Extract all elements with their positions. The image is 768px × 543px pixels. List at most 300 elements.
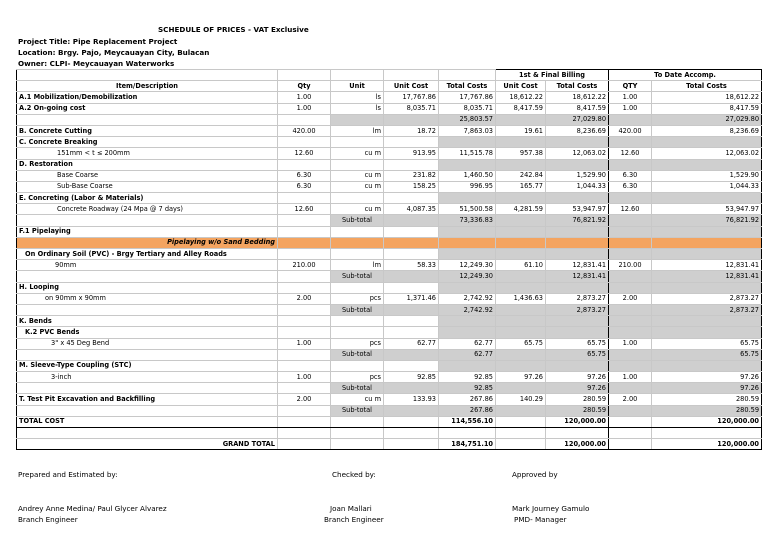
cell	[331, 114, 384, 125]
cell: 913.95	[384, 148, 439, 159]
cell	[546, 428, 609, 439]
cell	[384, 282, 439, 293]
cell: 12,063.02	[652, 148, 762, 159]
cell: 12.60	[278, 204, 331, 215]
col-header: Total Costs	[439, 81, 496, 92]
cell: 114,556.10	[439, 416, 496, 427]
cell: Sub-total	[331, 405, 384, 416]
cell: K. Bends	[17, 316, 278, 327]
cell	[278, 271, 331, 282]
cell	[278, 215, 331, 226]
cell: 1,044.33	[652, 181, 762, 192]
cell	[384, 237, 439, 248]
cell: cu m	[331, 394, 384, 405]
group-billing: 1st & Final Billing	[496, 70, 609, 81]
cell: 12,063.02	[546, 148, 609, 159]
cell: 12,249.30	[439, 260, 496, 271]
table-row	[17, 383, 762, 394]
cell	[278, 159, 331, 170]
cell	[609, 215, 652, 226]
cell: TOTAL COST	[17, 416, 278, 427]
cell	[496, 405, 546, 416]
cell: F.1 Pipelaying	[17, 226, 278, 237]
cell: 92.85	[439, 372, 496, 383]
cell	[439, 137, 496, 148]
table-row	[17, 271, 762, 282]
column-header-row	[17, 81, 762, 92]
cell	[278, 428, 331, 439]
cell	[384, 327, 439, 338]
cell	[652, 428, 762, 439]
col-header: Unit Cost	[384, 81, 439, 92]
cell: 65.75	[546, 338, 609, 349]
cell: 12,831.41	[652, 271, 762, 282]
cell: 210.00	[609, 260, 652, 271]
cell	[384, 360, 439, 371]
cell	[546, 237, 609, 248]
cell: On Ordinary Soil (PVC) - Brgy Tertiary and Alley Roads	[17, 249, 278, 260]
cell: 1,529.90	[652, 170, 762, 181]
cell: 1.00	[609, 92, 652, 103]
cell	[496, 215, 546, 226]
cell	[331, 428, 384, 439]
cell	[384, 114, 439, 125]
cell	[496, 249, 546, 260]
cell	[652, 249, 762, 260]
cell: 280.59	[652, 405, 762, 416]
cell	[496, 193, 546, 204]
cell: 97.26	[652, 383, 762, 394]
cell: 184,751.10	[439, 439, 496, 450]
cell	[546, 226, 609, 237]
cell: 73,336.83	[439, 215, 496, 226]
cell: 4,087.35	[384, 204, 439, 215]
cell: 92.85	[439, 383, 496, 394]
cell: 2.00	[609, 293, 652, 304]
cell: Concrete Roadway (24 Mpa @ 7 days)	[17, 204, 278, 215]
cell: 1,436.63	[496, 293, 546, 304]
cell	[278, 237, 331, 248]
col-header: Qty	[278, 81, 331, 92]
table-row	[17, 416, 762, 427]
cell: 6.30	[609, 181, 652, 192]
prepared-name: Andrey Anne Medina/ Paul Glycer Alvarez	[18, 504, 167, 513]
cell	[384, 137, 439, 148]
table-row	[17, 159, 762, 170]
cell: A.1 Mobilization/Demobilization	[17, 92, 278, 103]
prepared-label: Prepared and Estimated by:	[18, 470, 118, 479]
cell	[652, 282, 762, 293]
table-row	[17, 338, 762, 349]
cell	[17, 215, 278, 226]
cell: 8,417.59	[496, 103, 546, 114]
cell	[546, 327, 609, 338]
cell: 53,947.97	[652, 204, 762, 215]
cell: 1,529.90	[546, 170, 609, 181]
cell: M. Sleeve-Type Coupling (STC)	[17, 360, 278, 371]
cell	[546, 193, 609, 204]
cell: 8,417.59	[546, 103, 609, 114]
cell: 18,612.22	[652, 92, 762, 103]
cell: 242.84	[496, 170, 546, 181]
cell: 97.26	[546, 372, 609, 383]
cell: E. Concreting (Labor & Materials)	[17, 193, 278, 204]
cell: 12,249.30	[439, 271, 496, 282]
cell	[384, 304, 439, 315]
prepared-role: Branch Engineer	[18, 515, 78, 524]
project-location: Location: Brgy. Pajo, Meycauayan City, Bulacan	[18, 48, 210, 57]
table-row	[17, 181, 762, 192]
cell	[652, 137, 762, 148]
col-header: Unit	[331, 81, 384, 92]
cell	[546, 137, 609, 148]
cell: 957.38	[496, 148, 546, 159]
cell	[278, 439, 331, 450]
cell	[17, 349, 278, 360]
cell	[609, 159, 652, 170]
cell: A.2 On-going cost	[17, 103, 278, 114]
col-header: Total Costs	[652, 81, 762, 92]
cell: 65.75	[496, 338, 546, 349]
cell	[609, 383, 652, 394]
cell	[439, 159, 496, 170]
price-schedule-table	[16, 69, 762, 450]
cell: Pipelaying w/o Sand Bedding	[17, 237, 278, 248]
table-row	[17, 170, 762, 181]
cell	[652, 360, 762, 371]
table-row	[17, 439, 762, 450]
cell: cu m	[331, 204, 384, 215]
cell: 1.00	[278, 103, 331, 114]
cell: cu m	[331, 148, 384, 159]
cell: 2.00	[609, 394, 652, 405]
cell: Sub-total	[331, 215, 384, 226]
cell: 12,831.41	[546, 271, 609, 282]
cell	[496, 226, 546, 237]
cell	[496, 114, 546, 125]
table-row	[17, 237, 762, 248]
cell	[384, 428, 439, 439]
cell: on 90mm x 90mm	[17, 293, 278, 304]
cell: 76,821.92	[652, 215, 762, 226]
cell: 2.00	[278, 394, 331, 405]
cell	[384, 405, 439, 416]
cell	[609, 226, 652, 237]
cell: 90mm	[17, 260, 278, 271]
table-row	[17, 316, 762, 327]
cell	[278, 316, 331, 327]
cell: 120,000.00	[652, 439, 762, 450]
cell	[609, 428, 652, 439]
cell: 76,821.92	[546, 215, 609, 226]
cell	[439, 282, 496, 293]
cell: 97.26	[652, 372, 762, 383]
cell	[609, 137, 652, 148]
cell	[439, 327, 496, 338]
cell: 280.59	[652, 394, 762, 405]
cell	[546, 249, 609, 260]
cell	[278, 114, 331, 125]
cell: 65.75	[652, 349, 762, 360]
col-header: Unit Cost	[496, 81, 546, 92]
project-title: Project Title: Pipe Replacement Project	[18, 37, 178, 46]
cell	[384, 416, 439, 427]
cell	[278, 282, 331, 293]
cell: 4,281.59	[496, 204, 546, 215]
cell	[384, 383, 439, 394]
cell: 1.00	[609, 338, 652, 349]
cell	[652, 193, 762, 204]
table-row	[17, 249, 762, 260]
cell	[652, 237, 762, 248]
cell	[384, 226, 439, 237]
table-row	[17, 114, 762, 125]
cell	[331, 193, 384, 204]
cell	[546, 316, 609, 327]
col-header: Total Costs	[546, 81, 609, 92]
cell	[439, 193, 496, 204]
cell	[384, 349, 439, 360]
checked-name: Joan Mallari	[330, 504, 372, 513]
cell	[17, 405, 278, 416]
cell	[496, 439, 546, 450]
table-row	[17, 428, 762, 439]
cell	[609, 271, 652, 282]
cell: 17,767.86	[439, 92, 496, 103]
cell: 92.85	[384, 372, 439, 383]
cell: 62.77	[439, 338, 496, 349]
cell	[331, 137, 384, 148]
cell	[609, 316, 652, 327]
table-row	[17, 103, 762, 114]
cell	[331, 439, 384, 450]
cell: ls	[331, 103, 384, 114]
table-row	[17, 193, 762, 204]
cell: 158.25	[384, 181, 439, 192]
cell	[331, 249, 384, 260]
cell: 1,044.33	[546, 181, 609, 192]
cell: 165.77	[496, 181, 546, 192]
cell: 1.00	[609, 372, 652, 383]
cell: 8,035.71	[384, 103, 439, 114]
cell: 133.93	[384, 394, 439, 405]
cell: T. Test Pit Excavation and Backfilling	[17, 394, 278, 405]
cell: H. Looping	[17, 282, 278, 293]
table-row	[17, 405, 762, 416]
cell: 12.60	[609, 204, 652, 215]
cell	[546, 282, 609, 293]
cell	[609, 405, 652, 416]
cell	[278, 193, 331, 204]
cell: cu m	[331, 181, 384, 192]
cell	[278, 249, 331, 260]
cell	[331, 226, 384, 237]
cell: lm	[331, 260, 384, 271]
table-row	[17, 260, 762, 271]
cell	[652, 316, 762, 327]
cell: lm	[331, 125, 384, 136]
approved-role: PMD- Manager	[514, 515, 567, 524]
cell	[496, 282, 546, 293]
cell: 120,000.00	[652, 416, 762, 427]
cell	[384, 215, 439, 226]
cell: 6.30	[278, 181, 331, 192]
cell: 1.00	[278, 92, 331, 103]
cell: 1,371.46	[384, 293, 439, 304]
cell: 12,831.41	[652, 260, 762, 271]
cell: 7,863.03	[439, 125, 496, 136]
cell: 51,500.58	[439, 204, 496, 215]
col-header: Item/Description	[17, 81, 278, 92]
cell	[609, 349, 652, 360]
cell	[439, 360, 496, 371]
table-row	[17, 349, 762, 360]
cell	[331, 159, 384, 170]
cell: 6.30	[609, 170, 652, 181]
cell: 58.33	[384, 260, 439, 271]
cell	[609, 327, 652, 338]
cell	[609, 439, 652, 450]
cell	[439, 316, 496, 327]
cell: Sub-Base Coarse	[17, 181, 278, 192]
table-row	[17, 282, 762, 293]
cell	[17, 428, 278, 439]
cell	[439, 428, 496, 439]
cell: 27,029.80	[652, 114, 762, 125]
cell: 2,873.27	[652, 293, 762, 304]
col-header: QTY	[609, 81, 652, 92]
cell	[496, 416, 546, 427]
cell	[546, 159, 609, 170]
cell: 2,873.27	[546, 304, 609, 315]
cell: 8,236.69	[652, 125, 762, 136]
cell	[384, 439, 439, 450]
cell: D. Restoration	[17, 159, 278, 170]
cell: 61.10	[496, 260, 546, 271]
table-row	[17, 204, 762, 215]
cell: 210.00	[278, 260, 331, 271]
cell	[384, 159, 439, 170]
cell: 6.30	[278, 170, 331, 181]
cell	[496, 327, 546, 338]
cell: 53,947.97	[546, 204, 609, 215]
approved-label: Approved by	[512, 470, 558, 479]
cell	[17, 271, 278, 282]
cell	[652, 327, 762, 338]
cell: 97.26	[496, 372, 546, 383]
cell	[278, 416, 331, 427]
cell	[496, 383, 546, 394]
cell: 996.95	[439, 181, 496, 192]
cell: 65.75	[546, 349, 609, 360]
cell	[331, 416, 384, 427]
cell	[609, 193, 652, 204]
cell	[278, 327, 331, 338]
table-row	[17, 327, 762, 338]
table-row	[17, 372, 762, 383]
cell: Sub-total	[331, 304, 384, 315]
cell: GRAND TOTAL	[17, 439, 278, 450]
checked-role: Branch Engineer	[324, 515, 384, 524]
cell: 62.77	[384, 338, 439, 349]
cell	[384, 193, 439, 204]
cell	[496, 349, 546, 360]
cell	[278, 226, 331, 237]
cell	[609, 282, 652, 293]
cell: 2.00	[278, 293, 331, 304]
cell	[384, 271, 439, 282]
table-row	[17, 293, 762, 304]
table-row	[17, 148, 762, 159]
cell	[546, 360, 609, 371]
table-row	[17, 394, 762, 405]
cell: pcs	[331, 293, 384, 304]
project-owner: Owner: CLPI- Meycauayan Waterworks	[18, 59, 175, 68]
cell	[278, 360, 331, 371]
cell	[496, 237, 546, 248]
cell	[384, 316, 439, 327]
cell	[278, 383, 331, 394]
table-row	[17, 226, 762, 237]
cell	[17, 304, 278, 315]
cell: 12,831.41	[546, 260, 609, 271]
cell	[496, 159, 546, 170]
cell: 280.59	[546, 394, 609, 405]
cell: B. Concrete Cutting	[17, 125, 278, 136]
cell	[331, 327, 384, 338]
cell: 97.26	[546, 383, 609, 394]
cell: Sub-total	[331, 271, 384, 282]
cell	[609, 360, 652, 371]
cell: 18.72	[384, 125, 439, 136]
cell	[609, 416, 652, 427]
document-title: SCHEDULE OF PRICES - VAT Exclusive	[158, 25, 309, 34]
cell: 3" x 45 Deg Bend	[17, 338, 278, 349]
cell	[496, 360, 546, 371]
cell: 420.00	[609, 125, 652, 136]
checked-label: Checked by:	[332, 470, 376, 479]
cell: 18,612.22	[496, 92, 546, 103]
approved-name: Mark Journey Gamulo	[512, 504, 590, 513]
cell: 231.82	[384, 170, 439, 181]
cell: 12.60	[609, 148, 652, 159]
cell	[496, 271, 546, 282]
cell	[331, 237, 384, 248]
cell: 1.00	[609, 103, 652, 114]
cell: K.2 PVC Bends	[17, 327, 278, 338]
table-row	[17, 92, 762, 103]
cell: 2,873.27	[546, 293, 609, 304]
cell: 18,612.22	[546, 92, 609, 103]
cell	[331, 360, 384, 371]
cell	[609, 237, 652, 248]
cell: 8,236.69	[546, 125, 609, 136]
table-row	[17, 137, 762, 148]
cell: pcs	[331, 338, 384, 349]
cell	[278, 137, 331, 148]
cell	[278, 349, 331, 360]
cell	[278, 304, 331, 315]
cell	[652, 159, 762, 170]
cell	[439, 226, 496, 237]
cell	[384, 249, 439, 260]
cell: 62.77	[439, 349, 496, 360]
cell: 2,742.92	[439, 293, 496, 304]
cell: 25,803.57	[439, 114, 496, 125]
cell: Sub-total	[331, 349, 384, 360]
cell	[439, 237, 496, 248]
cell: 8,035.71	[439, 103, 496, 114]
